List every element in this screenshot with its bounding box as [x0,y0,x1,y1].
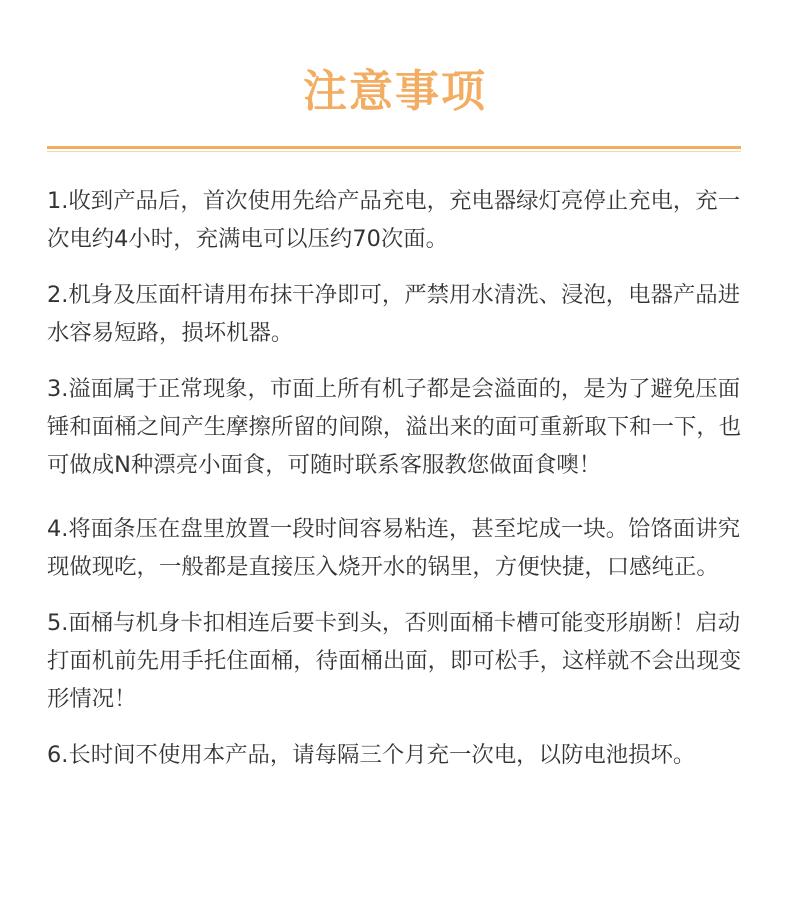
note-item-3: 3.溢面属于正常现象，市面上所有机子都是会溢面的，是为了避免压面锤和面桶之间产生摩擦所留的间隙，溢出来的面可重新取下和一下，也可做成N种漂亮小面食，可随时联系客服教您做面食噢！ [47,376,742,478]
note-item-4: 4.将面条压在盘里放置一段时间容易粘连，甚至坨成一块。饸饹面讲究现做现吃，一般都是直接压入烧开水的锅里，方便快捷，口感纯正。 [47,516,741,580]
notes-list [47,182,747,774]
note-item-6: 6.长时间不使用本产品，请每隔三个月充一次电，以防电池损坏。 [47,742,696,768]
note-item-2: 2.机身及压面杆请用布抹干净即可，严禁用水清洗、浸泡，电器产品进水容易短路，损坏机器。 [47,282,741,346]
note-item-5: 5.面桶与机身卡扣相连后要卡到头，否则面桶卡槽可能变形崩断！启动打面机前先用手托住面桶，待面桶出面，即可松手，这样就不会出现变形情况！ [47,610,742,712]
note-item-1: 1.收到产品后，首次使用先给产品充电，充电器绿灯亮停止充电，充一次电约4小时，充满电可以压约70次面。 [47,188,741,252]
title-divider [47,146,741,149]
page-title: 注意事项 [303,66,487,117]
